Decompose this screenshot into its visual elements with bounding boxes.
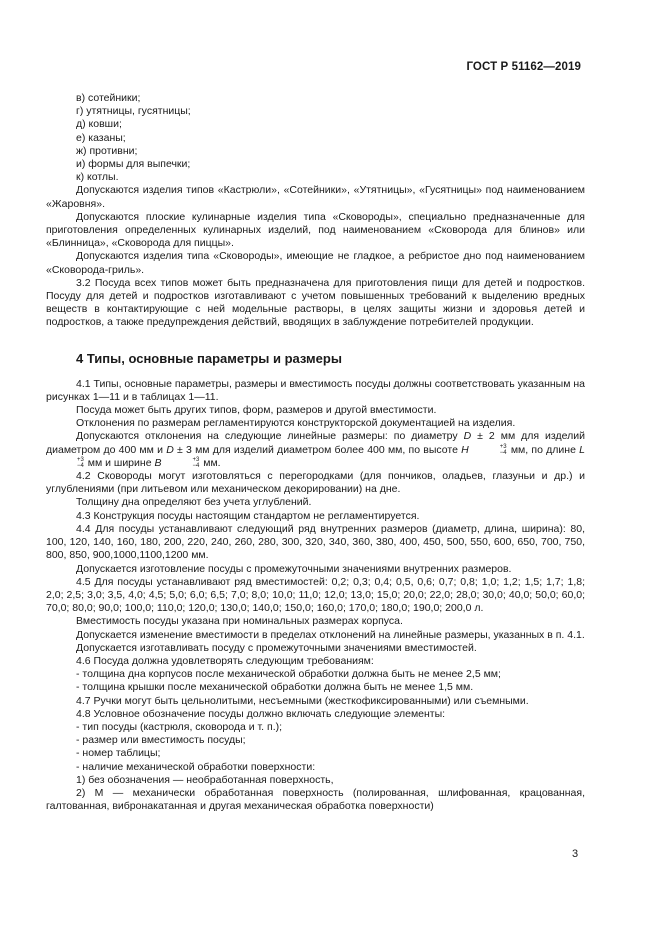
paragraph: Допускается изготовление посуды с промежуточными значениями внутренних размеров. bbox=[76, 562, 512, 575]
list-item: - размер или вместимость посуды; bbox=[76, 734, 246, 747]
list-item: в) сотейники; bbox=[76, 92, 141, 104]
list-item: - толщина крышки после механической обработки должна быть не менее 1,5 мм. bbox=[76, 681, 474, 694]
paragraph: Отклонения по размерам регламентируются конструкторской документацией на изделия. bbox=[76, 417, 516, 430]
paragraph: Посуда может быть других типов, форм, размеров и другой вместимости. bbox=[76, 404, 437, 417]
list-item: - наличие механической обработки поверхности: bbox=[76, 760, 316, 773]
paragraph: 4.2 Сковороды могут изготовляться с перегородками (для пончиков, оладьев, глазуньи и др.) и углублениями (при литьевом или механическом декорировании) на дне. bbox=[46, 470, 585, 496]
section-title: 4 Типы, основные параметры и размеры bbox=[76, 350, 342, 366]
list-item: е) казаны; bbox=[76, 131, 126, 144]
list-item: к) котлы. bbox=[76, 171, 119, 184]
paragraph: 4.4 Для посуды устанавливают следующий ряд внутренних размеров (диаметр, длина, ширина): 80, 100, 120, 140, 160, 180, 200, 220, 240, 260, 280, 300, 320, 340, 360, 380, 400, 450, 500, 550, 600, 650, 700, 750, 800, 850, 900,1000,1100,1200 мм. bbox=[46, 522, 585, 562]
paragraph: 4.8 Условное обозначение посуды должно включать следующие элементы: bbox=[76, 707, 446, 720]
paragraph: Толщину дна определяют без учета углублений. bbox=[76, 496, 312, 509]
width-tolerance: +3 −4 bbox=[192, 457, 200, 470]
width-symbol: B bbox=[154, 456, 162, 469]
paragraph: 4.5 Для посуды устанавливают ряд вместимостей: 0,2; 0,3; 0,4; 0,5, 0,6; 0,7; 0,8; 1,0; 1,2; 1,5; 1,7; 1,8; 2,0; 2,5; 3,0; 3,5, 4,0; 4,5; 5,0; 6,0; 6,5; 7,0; 8,0; 10,0; 11,0; 12,0; 13,0; 15,0; 20,0; 22,0; 28,0; 30,0; 40,0; 50,0; 60,0; 70,0; 80,0; 90,0; 100,0; 110,0; 120,0; 130,0; 140,0; 150,0; 160,0; 170,0; 180,0; 190,0; 200,0 л. bbox=[46, 575, 585, 615]
list-item: и) формы для выпечки; bbox=[76, 158, 191, 171]
paragraph: 4.7 Ручки могут быть цельнолитыми, несъемными (жесткофиксированными) или съемными. bbox=[76, 694, 529, 707]
document-body bbox=[46, 92, 585, 813]
height-symbol: H bbox=[461, 443, 469, 456]
paragraph: 4.3 Конструкция посуды настоящим стандартом не регламентируется. bbox=[76, 509, 420, 522]
paragraph: Допускается изготавливать посуду с промежуточными значениями вместимостей. bbox=[76, 641, 477, 654]
paragraph: Допускаются изделия типа «Сковороды», имеющие не гладкое, а ребристое дно под наименованием «Сковорода-гриль». bbox=[46, 250, 585, 276]
paragraph: 3.2 Посуда всех типов может быть предназначена для приготовления пищи для детей и подростков. Посуду для детей и подростков изготавливают с учетом повышенных требований к выделению вредных веществ в контактирующие с ней модельные растворы, в целях защиты жизни и здоровья детей и подростков, а также предупреждения действий, вводящих в заблуждение потребителей продукции. bbox=[46, 276, 585, 329]
list-item: - толщина дна корпусов после механической обработки должна быть не менее 2,5 мм; bbox=[76, 668, 501, 681]
length-symbol: L bbox=[579, 443, 585, 456]
list-item: 1) без обозначения — необработанная поверхность, bbox=[76, 773, 334, 786]
tolerance-paragraph: Допускаются отклонения на следующие линейные размеры: по диаметру D ± 2 мм для изделий диаметром до 400 мм и D ± 3 мм для изделий диаметром более 400 мм, по высоте H +3 −4 мм, по длине L +3 −4 мм и ширине B +3 −4 мм. bbox=[46, 430, 585, 470]
list-item: - номер таблицы; bbox=[76, 747, 161, 760]
list-item: ж) противни; bbox=[76, 144, 138, 157]
paragraph: Допускаются изделия типов «Кастрюли», «Сотейники», «Утятницы», «Гусятницы» под наименованием «Жаровня». bbox=[46, 184, 585, 210]
paragraph: 4.1 Типы, основные параметры, размеры и вместимость посуды должны соответствовать указанным на рисунках 1—11 и в таблицах 1—11. bbox=[46, 377, 585, 403]
paragraph: Допускается изменение вместимости в пределах отклонений на линейные размеры, указанных в п. 4.1. bbox=[76, 628, 585, 641]
paragraph: Вместимость посуды указана при номинальных размерах корпуса. bbox=[76, 615, 403, 628]
paragraph: 4.6 Посуда должна удовлетворять следующим требованиям: bbox=[76, 654, 374, 667]
paragraph: Допускаются плоские кулинарные изделия типа «Сковороды», специально предназначенные для приготовления определенных кулинарных изделий, под наименованием «Сковорода для блинов» или «Блинница», «Сковорода для пиццы». bbox=[46, 210, 585, 250]
height-tolerance: +3 −4 bbox=[499, 443, 507, 456]
list-item: г) утятницы, гусятницы; bbox=[76, 105, 191, 118]
document-number: ГОСТ Р 51162—2019 bbox=[466, 61, 581, 73]
page-number: 3 bbox=[572, 848, 579, 860]
list-item: д) ковши; bbox=[76, 118, 122, 131]
list-item: - тип посуды (кастрюля, сковорода и т. п.); bbox=[76, 720, 283, 733]
paragraph: 2) М — механически обработанная поверхность (полированная, шлифованная, крацованная, галтованная, вибронакатанная и другая механическая обработка поверхности) bbox=[46, 786, 585, 813]
length-tolerance: +3 −4 bbox=[77, 457, 84, 470]
